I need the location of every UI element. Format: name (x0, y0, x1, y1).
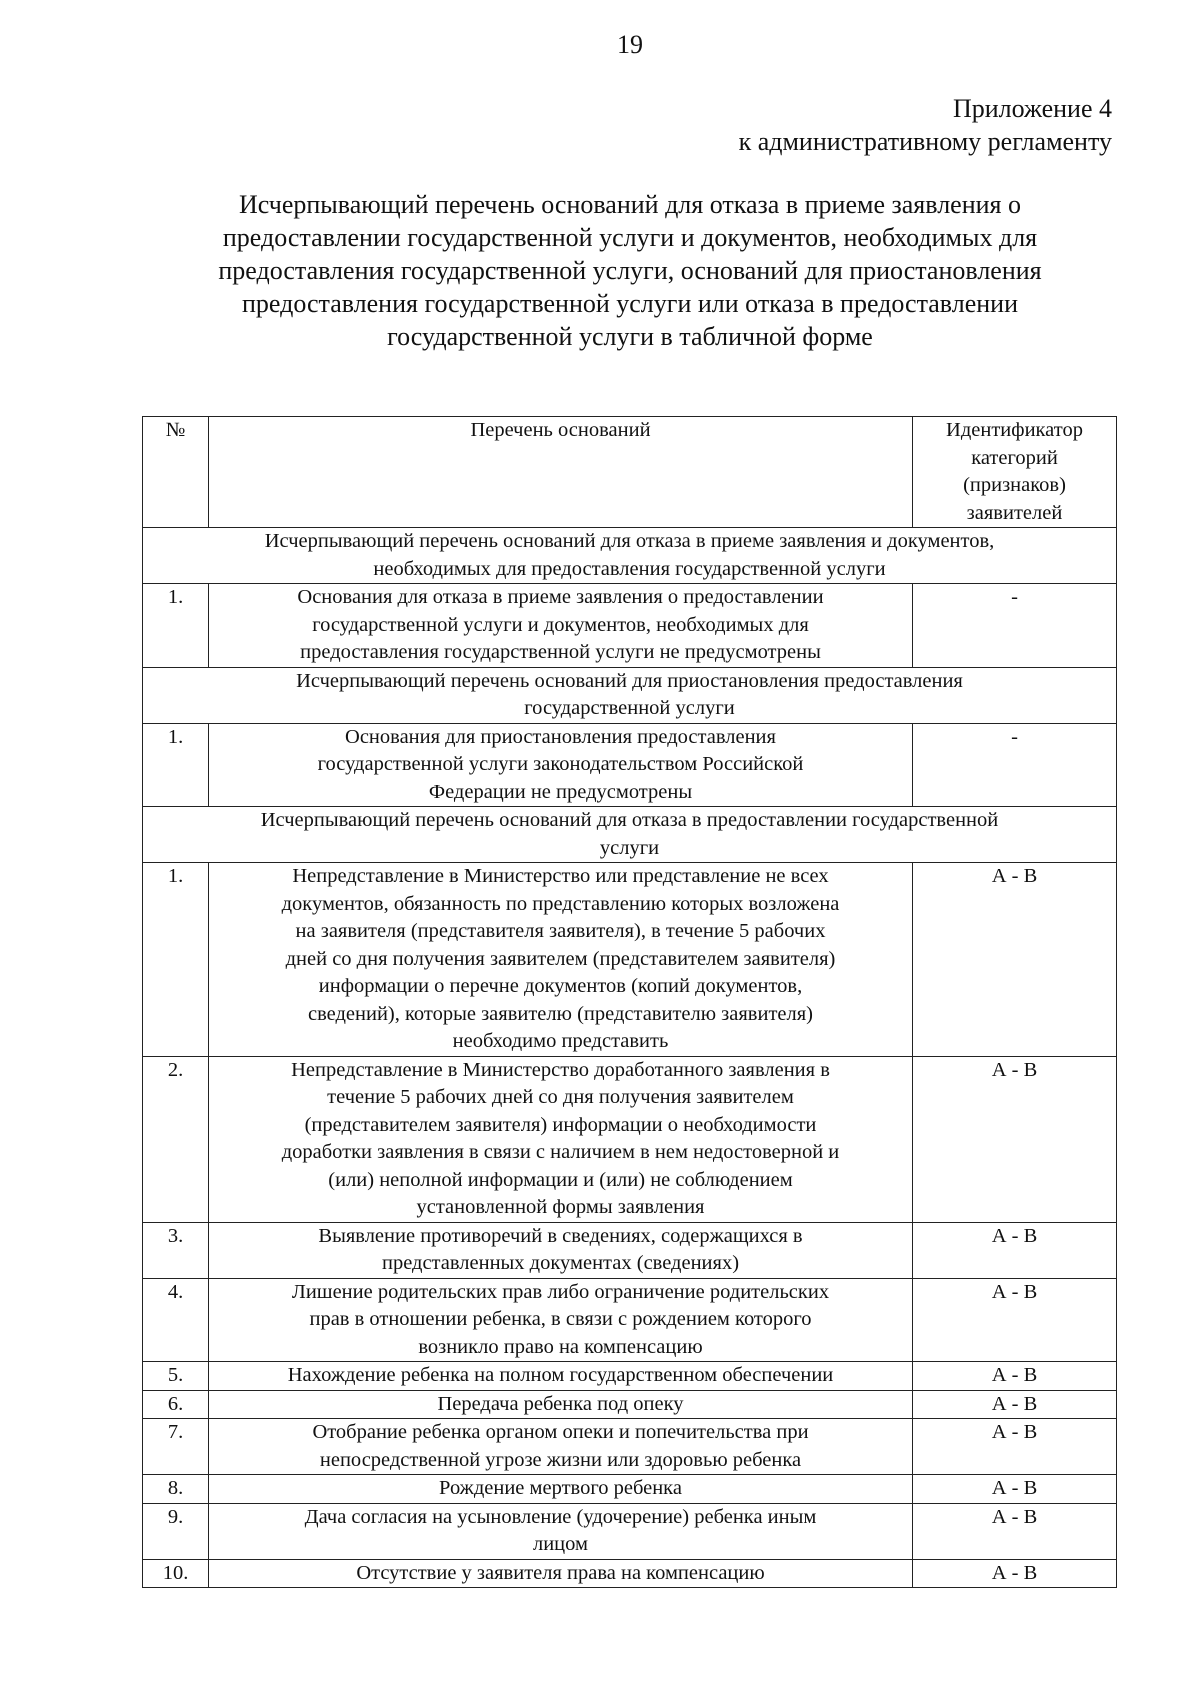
row-identifier: А - В (913, 1475, 1117, 1504)
table-row (143, 1278, 1117, 1362)
header-num: № (143, 417, 209, 528)
appendix-label (739, 92, 1112, 158)
row-identifier: А - В (913, 863, 1117, 1057)
table-row (143, 1503, 1117, 1559)
row-ground: Непредставление в Министерство доработанного заявления в течение 5 рабочих дней со дня получения заявителем (представителем заявителя) информации о необходимости доработки заявления в связи с наличием в нем недостоверной и (или) неполной информации и (или) не соблюдением установленной формы заявления (209, 1056, 913, 1222)
title-line: предоставлении государственной услуги и документов, необходимых для (222, 223, 1038, 252)
section-header-row (143, 667, 1117, 723)
row-num: 1. (143, 723, 209, 807)
row-ground: Основания для приостановления предоставления государственной услуги законодательством Российской Федерации не предусмотрены (209, 723, 913, 807)
table-row (143, 1390, 1117, 1419)
section-title: Исчерпывающий перечень оснований для отказа в приеме заявления и документов, необходимых для предоставления государственной услуги (143, 528, 1117, 584)
section-header-row (143, 807, 1117, 863)
row-identifier: А - В (913, 1222, 1117, 1278)
row-num: 3. (143, 1222, 209, 1278)
row-num: 7. (143, 1419, 209, 1475)
row-identifier: - (913, 584, 1117, 668)
row-ground: Отобрание ребенка органом опеки и попечительства при непосредственной угрозе жизни или здоровью ребенка (209, 1419, 913, 1475)
table-row (143, 723, 1117, 807)
row-num: 5. (143, 1362, 209, 1391)
row-num: 8. (143, 1475, 209, 1504)
row-num: 9. (143, 1503, 209, 1559)
row-ground: Непредставление в Министерство или представление не всех документов, обязанность по представлению которых возложена на заявителя (представителя заявителя), в течение 5 рабочих дней со дня получения заявителем (представителем заявителя) информации о перечне документов (копий документов, сведений), которые заявителю (представителю заявителя) необходимо представить (209, 863, 913, 1057)
table-row (143, 1419, 1117, 1475)
table-row (143, 1362, 1117, 1391)
row-num: 6. (143, 1390, 209, 1419)
row-ground: Нахождение ребенка на полном государственном обеспечении (209, 1362, 913, 1391)
table-row (143, 863, 1117, 1057)
page-number: 19 (617, 30, 643, 59)
header-identifier: Идентификатор категорий (признаков) заявителей (913, 417, 1117, 528)
row-ground: Отсутствие у заявителя права на компенсацию (209, 1559, 913, 1588)
row-identifier: А - В (913, 1559, 1117, 1588)
section-title: Исчерпывающий перечень оснований для приостановления предоставления государственной услуги (143, 667, 1117, 723)
row-ground: Рождение мертвого ребенка (209, 1475, 913, 1504)
row-identifier: А - В (913, 1419, 1117, 1475)
row-num: 2. (143, 1056, 209, 1222)
row-num: 10. (143, 1559, 209, 1588)
row-ground: Выявление противоречий в сведениях, содержащихся в представленных документах (сведениях) (209, 1222, 913, 1278)
row-num: 1. (143, 584, 209, 668)
row-num: 1. (143, 863, 209, 1057)
appendix-line: Приложение 4 (952, 94, 1112, 123)
table-row (143, 1222, 1117, 1278)
row-identifier: А - В (913, 1278, 1117, 1362)
grounds-table (142, 416, 1117, 1588)
section-title: Исчерпывающий перечень оснований для отказа в предоставлении государственной услуги (143, 807, 1117, 863)
title-line: Исчерпывающий перечень оснований для отказа в приеме заявления о (238, 190, 1021, 219)
row-identifier: - (913, 723, 1117, 807)
table-row (143, 1559, 1117, 1588)
row-identifier: А - В (913, 1362, 1117, 1391)
row-identifier: А - В (913, 1056, 1117, 1222)
row-ground: Основания для отказа в приеме заявления о предоставлении государственной услуги и документов, необходимых для предоставления государственной услуги не предусмотрены (209, 584, 913, 668)
row-ground: Лишение родительских прав либо ограничение родительских прав в отношении ребенка, в связи с рождением которого возникло право на компенсацию (209, 1278, 913, 1362)
row-ground: Дача согласия на усыновление (удочерение) ребенка иным лицом (209, 1503, 913, 1559)
table-row (143, 584, 1117, 668)
appendix-line: к административному регламенту (738, 127, 1112, 156)
row-ground: Передача ребенка под опеку (209, 1390, 913, 1419)
title-line: предоставления государственной услуги или отказа в предоставлении (241, 289, 1018, 318)
section-header-row (143, 528, 1117, 584)
row-identifier: А - В (913, 1390, 1117, 1419)
table-row (143, 1475, 1117, 1504)
document-title (150, 188, 1110, 353)
table-header-row (143, 417, 1117, 528)
table-row (143, 1056, 1117, 1222)
row-num: 4. (143, 1278, 209, 1362)
title-line: предоставления государственной услуги, оснований для приостановления (218, 256, 1042, 285)
header-grounds: Перечень оснований (209, 417, 913, 528)
row-identifier: А - В (913, 1503, 1117, 1559)
title-line: государственной услуги в табличной форме (387, 322, 873, 351)
